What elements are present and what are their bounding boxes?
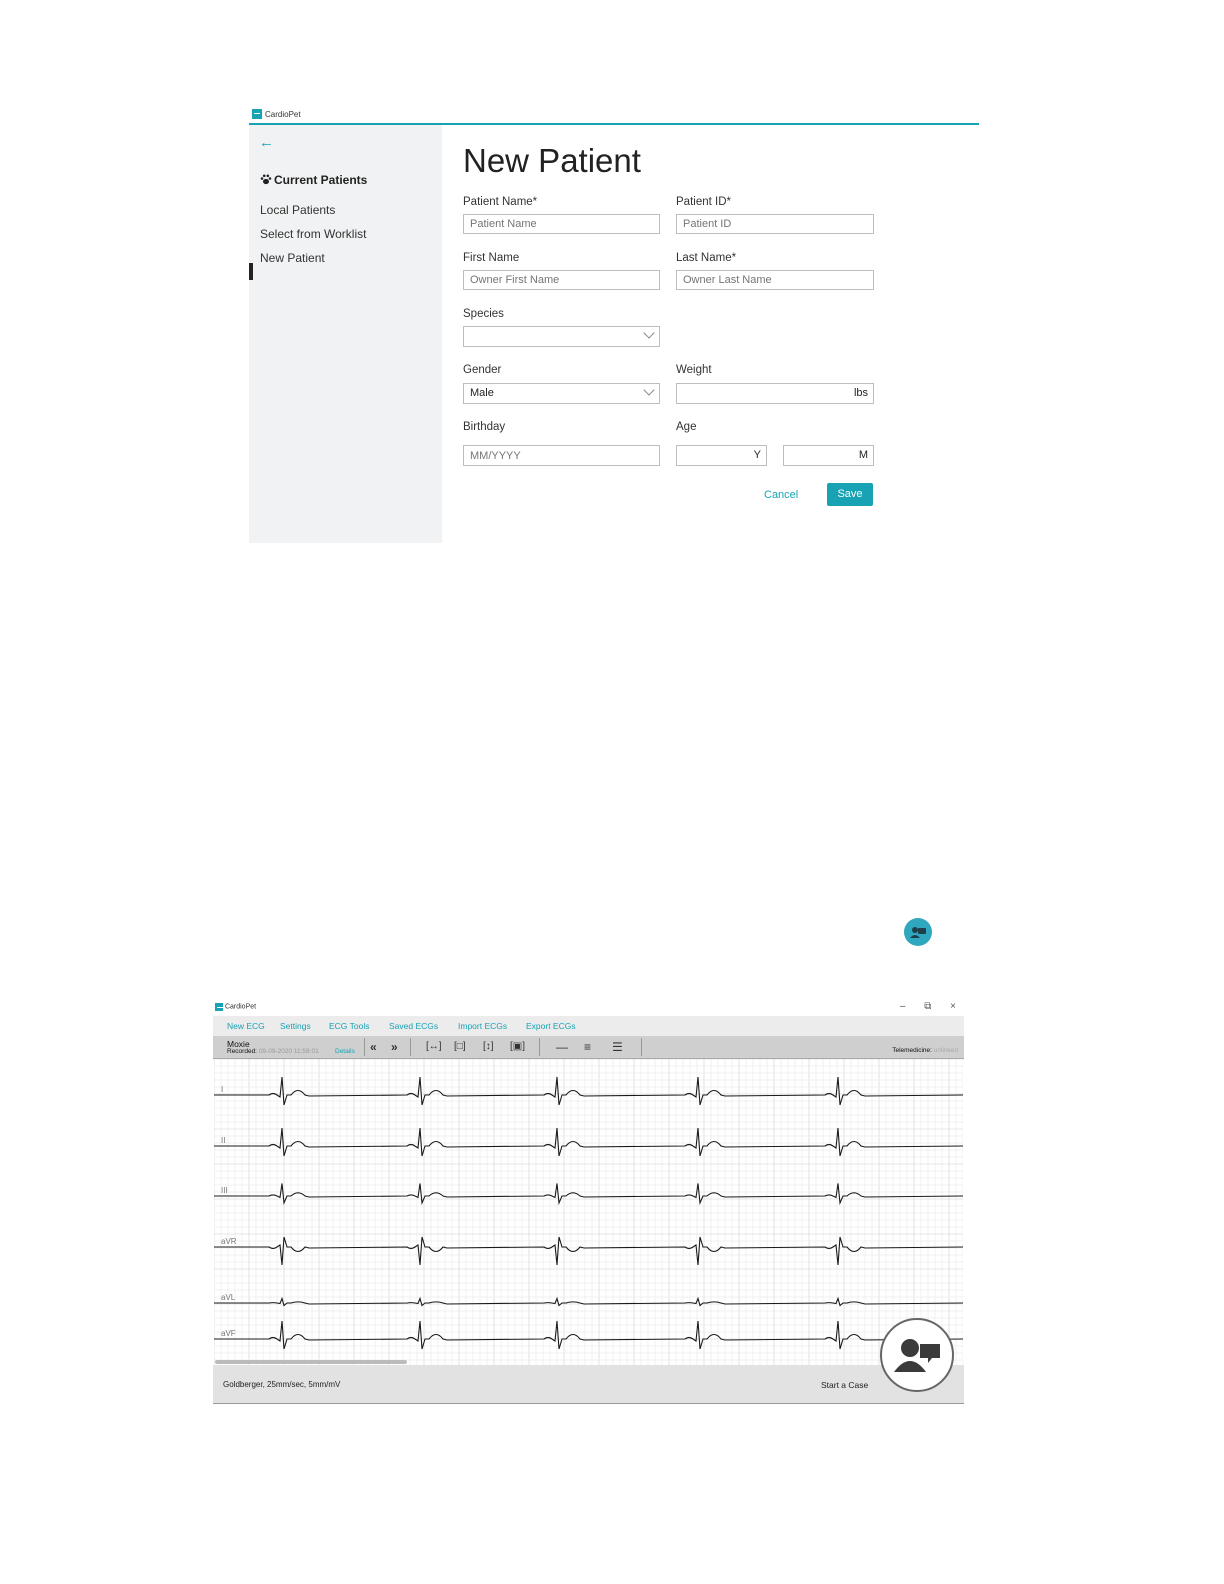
rewind-icon[interactable]: « bbox=[370, 1040, 377, 1054]
patient-id-input[interactable] bbox=[676, 214, 874, 234]
menu-new-ecg[interactable]: New ECG bbox=[227, 1021, 265, 1031]
chat-people-icon bbox=[882, 1320, 952, 1390]
ecg-toolbar bbox=[213, 1036, 964, 1059]
menu-settings[interactable]: Settings bbox=[280, 1021, 311, 1031]
gender-value: Male bbox=[470, 387, 494, 399]
app-logo bbox=[252, 109, 301, 119]
app-name: CardioPet bbox=[224, 1003, 257, 1011]
ecg-trace-avl bbox=[214, 1299, 963, 1306]
toolbar-divider bbox=[539, 1038, 540, 1056]
sidebar-section-label: Current Patients bbox=[274, 173, 368, 187]
lead-label-ii: II bbox=[221, 1136, 226, 1145]
lead-label-i: I bbox=[221, 1085, 224, 1094]
birthday-label: Birthday bbox=[463, 421, 506, 433]
active-indicator bbox=[249, 263, 253, 280]
patient-name-label: Patient Name* bbox=[463, 196, 538, 208]
minimize-icon[interactable]: – bbox=[899, 1001, 906, 1012]
ecg-trace-iii bbox=[214, 1183, 963, 1203]
status-bar bbox=[213, 1365, 964, 1404]
cancel-button[interactable]: Cancel bbox=[764, 489, 799, 501]
back-arrow-icon[interactable]: ← bbox=[259, 134, 274, 151]
chat-people-icon bbox=[904, 918, 932, 946]
ecg-viewer-window bbox=[213, 999, 964, 1403]
telemedicine-status bbox=[892, 1047, 958, 1054]
first-name-input[interactable] bbox=[463, 270, 660, 290]
ecg-plot[interactable] bbox=[214, 1059, 963, 1365]
zoom-reset-icon[interactable]: [▣] bbox=[510, 1041, 526, 1052]
sidebar-section-current-patients[interactable] bbox=[260, 173, 367, 187]
paw-icon bbox=[260, 174, 272, 185]
sidebar-item-local-patients[interactable]: Local Patients bbox=[260, 203, 336, 217]
window-controls bbox=[884, 1001, 956, 1012]
gender-select[interactable] bbox=[463, 383, 660, 404]
species-select[interactable] bbox=[463, 326, 660, 347]
fast-forward-icon[interactable]: » bbox=[391, 1040, 398, 1054]
first-name-label: First Name bbox=[463, 252, 520, 264]
app-logo bbox=[215, 1003, 256, 1011]
single-lead-layout-icon[interactable]: — bbox=[556, 1040, 568, 1054]
menu-export-ecgs[interactable]: Export ECGs bbox=[526, 1021, 576, 1031]
zoom-fit-icon[interactable]: [□] bbox=[454, 1041, 466, 1052]
lead-label-iii: III bbox=[221, 1186, 228, 1195]
zoom-amplitude-icon[interactable]: [↕] bbox=[483, 1041, 494, 1052]
age-months-unit: M bbox=[858, 449, 868, 461]
toolbar-divider bbox=[364, 1038, 365, 1056]
ecg-grid bbox=[214, 1059, 963, 1365]
age-label: Age bbox=[676, 421, 697, 433]
species-label: Species bbox=[463, 308, 504, 320]
start-case-label[interactable]: Start a Case bbox=[821, 1380, 869, 1390]
age-months-input[interactable] bbox=[783, 445, 874, 466]
patient-name-input[interactable] bbox=[463, 214, 660, 234]
six-lead-layout-icon[interactable]: ☰ bbox=[612, 1040, 623, 1054]
chevron-down-icon bbox=[643, 327, 654, 338]
lead-labels bbox=[221, 1085, 237, 1338]
start-case-button[interactable] bbox=[880, 1318, 954, 1392]
lead-label-avl: aVL bbox=[221, 1293, 236, 1302]
three-lead-layout-icon[interactable]: ≡ bbox=[584, 1040, 592, 1054]
gender-label: Gender bbox=[463, 364, 502, 376]
cardiopet-logo-icon bbox=[215, 1003, 223, 1011]
page-title: New Patient bbox=[463, 142, 641, 179]
toolbar-divider bbox=[410, 1038, 411, 1056]
last-name-input[interactable] bbox=[676, 270, 874, 290]
recorded-info bbox=[227, 1048, 319, 1055]
sidebar-item-select-from-worklist[interactable]: Select from Worklist bbox=[260, 227, 367, 241]
sidebar bbox=[249, 125, 442, 543]
last-name-label: Last Name* bbox=[676, 252, 737, 264]
weight-label: Weight bbox=[676, 364, 712, 376]
telemedicine-value: unlinked bbox=[933, 1047, 958, 1054]
lead-label-avr: aVR bbox=[221, 1237, 237, 1246]
age-years-unit: Y bbox=[753, 449, 761, 461]
menu-ecg-tools[interactable]: ECG Tools bbox=[329, 1021, 370, 1031]
weight-input[interactable] bbox=[676, 383, 874, 404]
menu-import-ecgs[interactable]: Import ECGs bbox=[458, 1021, 508, 1031]
menu-saved-ecgs[interactable]: Saved ECGs bbox=[389, 1021, 439, 1031]
restore-icon[interactable]: ⧉ bbox=[924, 1001, 932, 1012]
chevron-down-icon bbox=[643, 384, 654, 395]
horizontal-scrollbar[interactable] bbox=[215, 1360, 407, 1364]
start-case-fab[interactable] bbox=[904, 918, 932, 946]
telemedicine-label: Telemedicine: bbox=[892, 1047, 932, 1054]
ecg-trace-ii bbox=[214, 1128, 963, 1156]
weight-unit: lbs bbox=[853, 387, 868, 399]
save-button[interactable]: Save bbox=[827, 483, 873, 506]
recorded-label: Recorded: bbox=[227, 1048, 257, 1055]
menu-bar bbox=[213, 1016, 964, 1036]
toolbar-divider bbox=[641, 1038, 642, 1056]
close-icon[interactable]: × bbox=[950, 1001, 956, 1012]
zoom-time-icon[interactable]: [↔] bbox=[426, 1041, 442, 1052]
cardiopet-logo-icon bbox=[252, 109, 262, 119]
patient-id-label: Patient ID* bbox=[676, 196, 731, 208]
recorded-value: 09-09-2020 11:58:01 bbox=[258, 1048, 319, 1055]
lead-label-avf: aVF bbox=[221, 1329, 236, 1338]
title-bar bbox=[249, 106, 979, 125]
birthday-input[interactable] bbox=[463, 445, 660, 466]
patient-name: Moxie bbox=[227, 1039, 250, 1049]
details-link[interactable]: Details bbox=[335, 1048, 355, 1055]
recording-settings: Goldberger, 25mm/sec, 5mm/mV bbox=[223, 1380, 341, 1389]
app-name: CardioPet bbox=[265, 109, 301, 119]
age-years-input[interactable] bbox=[676, 445, 767, 466]
sidebar-item-new-patient[interactable]: New Patient bbox=[260, 251, 325, 265]
new-patient-window bbox=[249, 106, 979, 543]
